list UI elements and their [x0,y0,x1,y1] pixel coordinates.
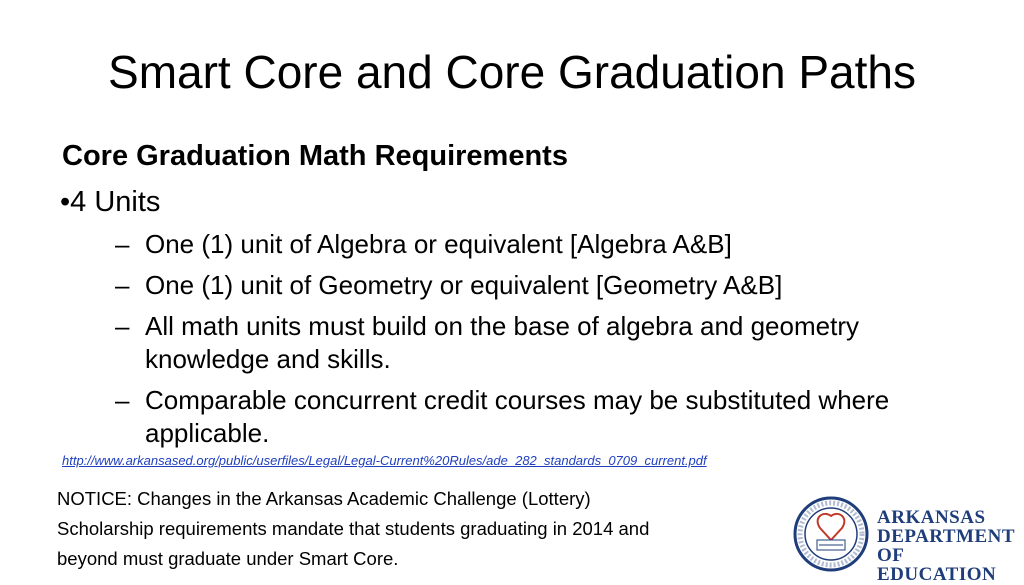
dash-marker: – [115,311,130,341]
notice-line: Scholarship requirements mandate that students graduating in 2014 and [57,518,650,539]
requirements-list [115,228,975,458]
section-heading: Core Graduation Math Requirements [62,140,568,172]
ade-logo [793,496,1018,585]
list-item-text: All math units must build on the base of algebra and geometry knowledge and skills. [145,311,859,374]
logo-line: OF EDUCATION [877,545,997,585]
dash-marker: – [115,229,130,259]
notice-line: NOTICE: Changes in the Arkansas Academic Challenge (Lottery) [57,488,591,509]
state-seal-icon [793,496,869,572]
notice-text [57,484,817,574]
dash-marker: – [115,385,130,415]
source-link[interactable]: http://www.arkansased.org/public/userfiles/Legal/Legal-Current%20Rules/ade_282_standards_0709_current.pdf [62,453,707,468]
list-item [115,310,975,376]
units-bullet: •4 Units [60,186,161,218]
logo-line: DEPARTMENT [877,526,1016,547]
list-item-text: Comparable concurrent credit courses may be substituted where applicable. [145,385,890,448]
list-item-text: One (1) unit of Geometry or equivalent [Geometry A&B] [145,270,783,300]
list-item [115,384,975,450]
notice-line: beyond must graduate under Smart Core. [57,548,399,569]
list-item-text: One (1) unit of Algebra or equivalent [Algebra A&B] [145,229,732,259]
dash-marker: – [115,270,130,300]
list-item [115,228,975,261]
list-item [115,269,975,302]
logo-wordmark [877,508,1018,584]
logo-line: ARKANSAS [877,507,986,528]
slide-title: Smart Core and Core Graduation Paths [108,46,916,98]
